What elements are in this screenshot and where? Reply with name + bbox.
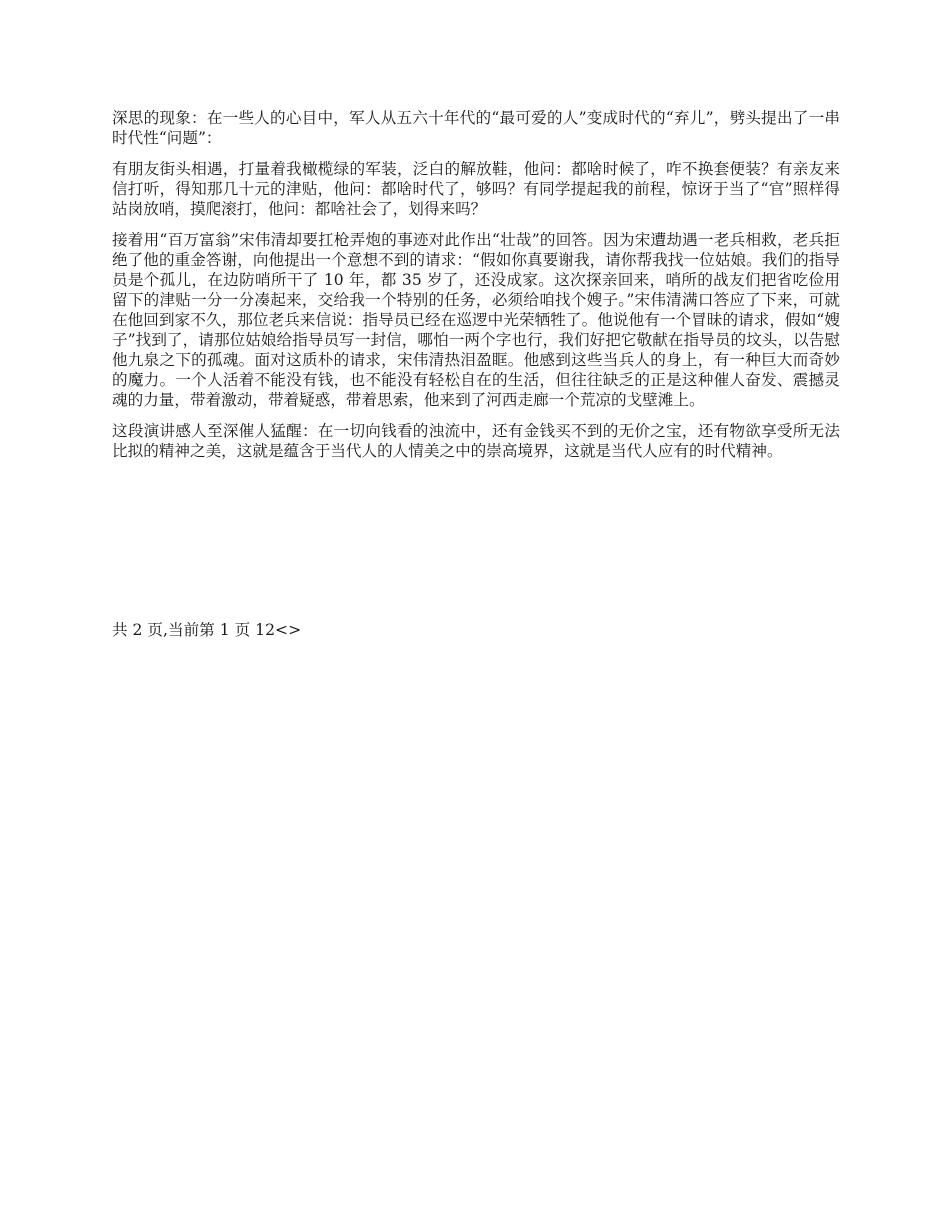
- paragraph-3: 接着用“百万富翁”宋伟清却要扛枪弄炮的事迹对此作出“壮哉”的回答。因为宋遭劫遇一老兵相救，老兵拒绝了他的重金答谢，向他提出一个意想不到的请求：“假如你真要谢我，请你帮我找一位姑娘。我们的指导员是个孤儿，在边防哨所干了 10 年，都 35 岁了，还没成家。这次探亲回来，哨所的战友们把省吃俭用留下的津贴一分一分凑起来，交给我一个特别的任务，必须给咱找个嫂子。”宋伟清满口答应了下来，可就在他回到家不久，那位老兵来信说：指导员已经在巡逻中光荣牺牲了。他说他有一个冒昧的请求，假如“嫂子”找到了，请那位姑娘给指导员写一封信，哪怕一两个字也行，我们好把它敬献在指导员的坟头，以告慰他九泉之下的孤魂。面对这质朴的请求，宋伟清热泪盈眶。他感到这些当兵人的身上，有一种巨大而奇妙的魔力。一个人活着不能没有钱，也不能没有轻松自在的生活，但往往缺乏的正是这种催人奋发、震撼灵魂的力量，带着激动，带着疑惑，带着思索，他来到了河西走廊一个荒凉的戈壁滩上。: [112, 231, 840, 409]
- next-page-link[interactable]: >: [288, 621, 302, 639]
- paragraph-2: 有朋友街头相遇，打量着我橄榄绿的军装，泛白的解放鞋，他问：都啥时候了，咋不换套便装？有亲友来信打听，得知那几十元的津贴，他问：都啥时代了，够吗？有同学提起我的前程，惊讶于当了“官”照样得站岗放哨，摸爬滚打，他问：都啥社会了，划得来吗？: [112, 160, 840, 218]
- prev-page-link[interactable]: <: [275, 621, 289, 639]
- pagination: [112, 620, 301, 640]
- page-link-2[interactable]: 2: [265, 621, 276, 639]
- article-body: [112, 108, 840, 472]
- paragraph-4: 这段演讲感人至深催人猛醒：在一切向钱看的浊流中，还有金钱买不到的无价之宝，还有物欲享受所无法比拟的精神之美，这就是蕴含于当代人的人情美之中的崇高境界，这就是当代人应有的时代精神。: [112, 422, 840, 460]
- pagination-summary: 共 2 页,当前第 1 页: [112, 621, 251, 639]
- page-link-1[interactable]: 1: [255, 621, 266, 639]
- paragraph-1: 深思的现象：在一些人的心目中，军人从五六十年代的“最可爱的人”变成时代的“弃儿”，劈头提出了一串时代性“问题”：: [112, 109, 840, 147]
